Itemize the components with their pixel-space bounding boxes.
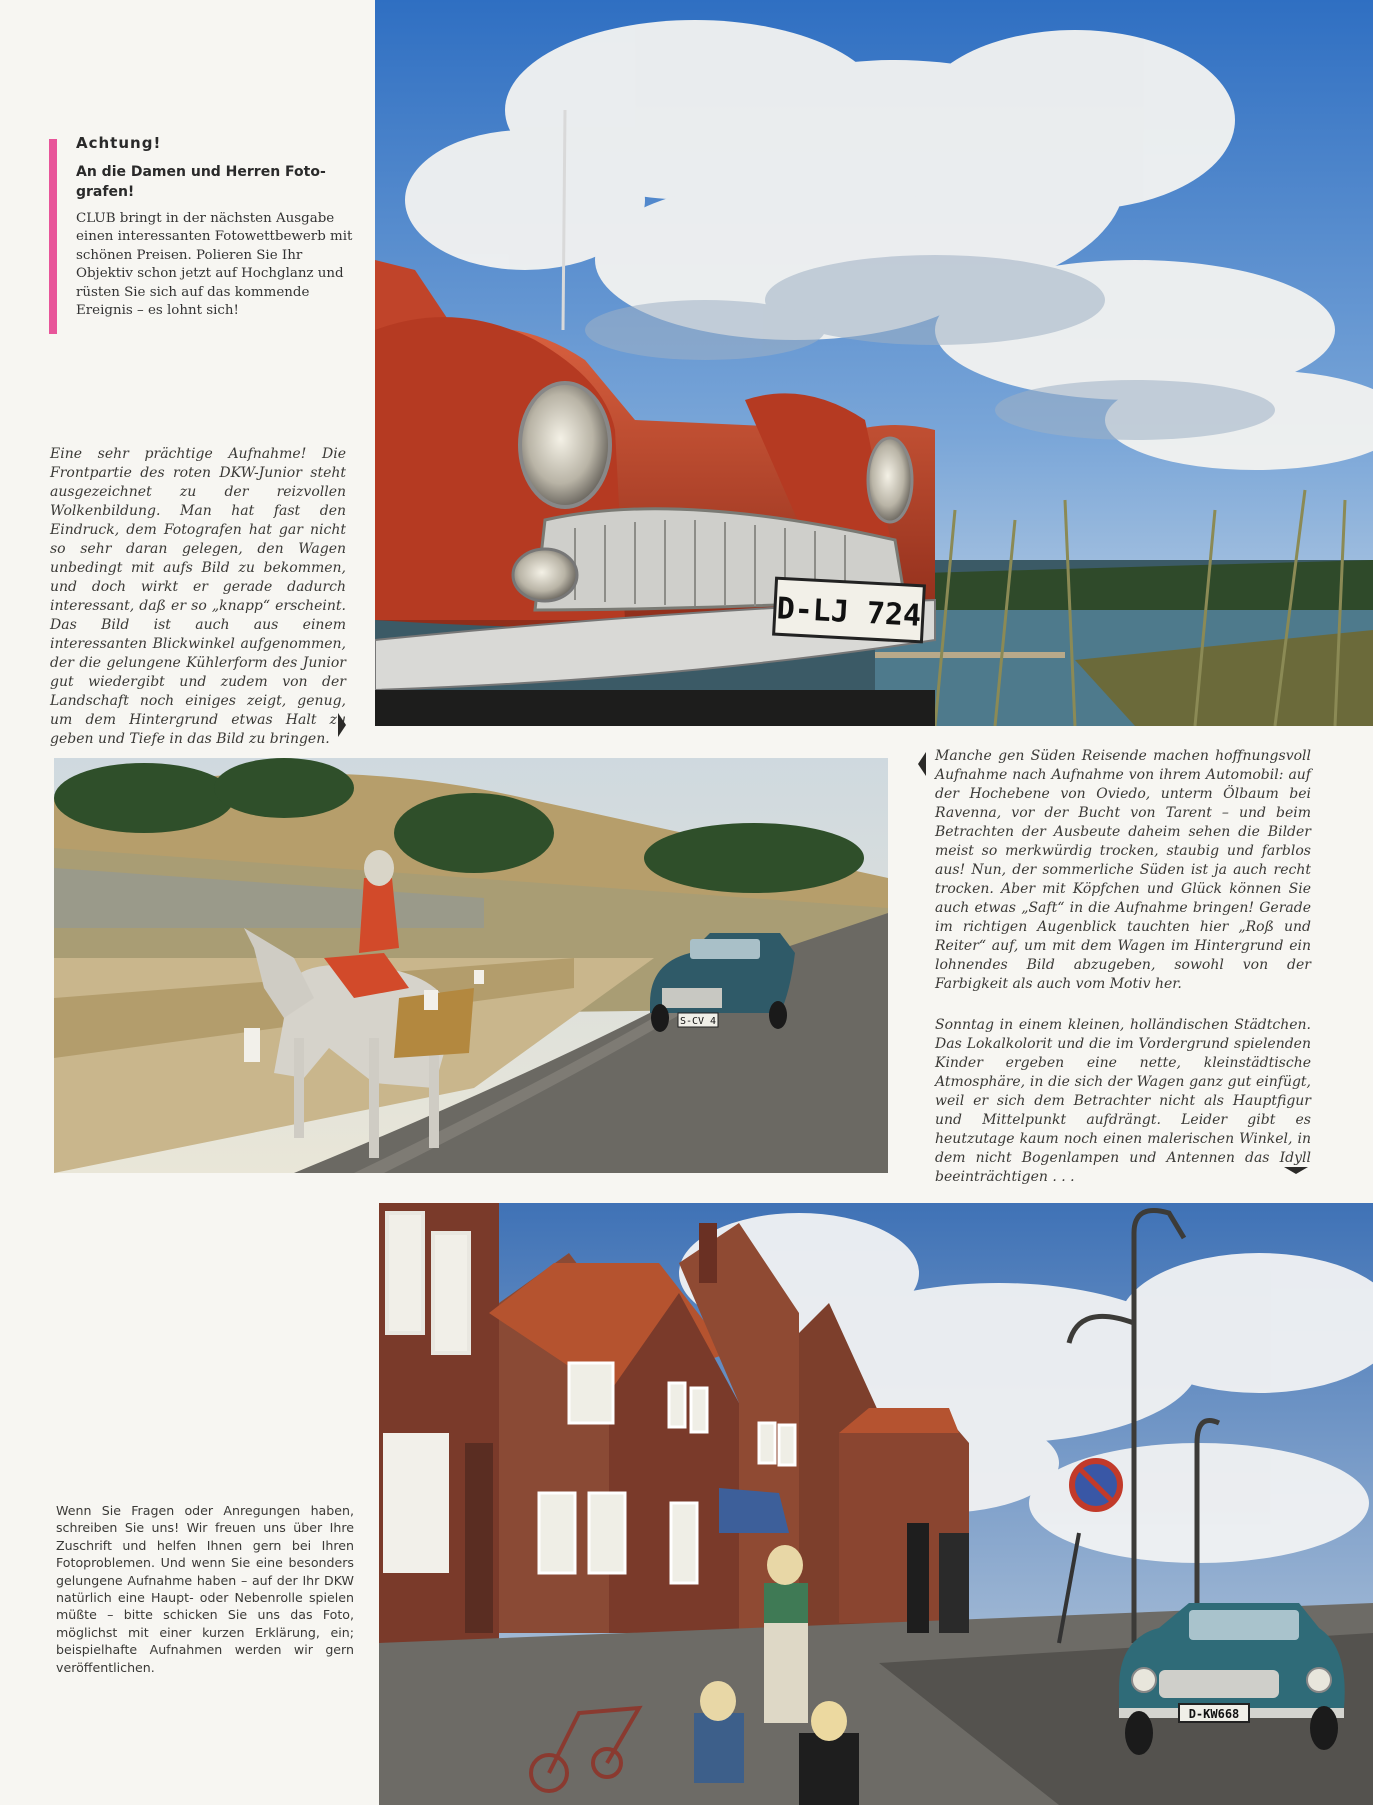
notice-body: CLUB bringt in der nächsten Ausgabe einen interessanten Fotowettbewerb mit schönen Preisen. Polieren Sie Ihr Objektiv schon jetzt auf Hochglanz und rüsten Sie sich auf das kommende Ereignis – es lohnt sich! — [76, 211, 353, 319]
plate-blue-car-town: D-KW668 — [1188, 1707, 1240, 1721]
photo-red-car-clouds — [375, 0, 1373, 726]
notice-accent-bar — [49, 139, 57, 334]
plate-red-car: D-LJ 724 — [775, 591, 922, 634]
notice-heading: Achtung! — [76, 134, 162, 152]
arrow-down-icon — [1284, 1167, 1308, 1174]
plate-blue-car-road: S-CV 4 — [679, 1016, 717, 1027]
arrow-left-icon — [918, 752, 926, 776]
arrow-right-icon — [338, 713, 346, 737]
caption-donkey: Manche gen Süden Reisende machen hoffnungsvoll Aufnahme nach Aufnahme von ihrem Automobil: auf der Hochebene von Oviedo, unterm Ölbaum bei Ravenna, vor der Bucht von Tarent – und beim Betrachten der Ausbeute daheim sehen die Bilder meist so merkwürdig trocken, staubig und farblos aus! Nun, der sommerliche Süden ist ja auch recht trocken. Aber mit Köpfchen und Glück können Sie auch etwas „Saft“ in die Aufnahme bringen! Gerade im richtigen Augenblick tauchten hier „Roß und Reiter“ auf, um mit dem Wagen im Hintergrund ein lohnendes Bild abzugeben, sowohl von der Farbigkeit als auch vom Motiv her. — [935, 748, 1311, 992]
photo-dutch-town — [379, 1203, 1373, 1805]
caption-car-front: Eine sehr prächtige Aufnahme! Die Frontpartie des roten DKW-Junior steht ausgezeichnet zu der reizvollen Wolkenbildung. Man hat fast den Eindruck, dem Fotografen hat gar nicht so sehr daran gelegen, den Wagen unbedingt mit aufs Bild zu bekommen, und doch wirkt er gerade dadurch interessant, daß er so „knapp“ erscheint. Das Bild ist auch aus einem interessanten Blickwinkel aufgenommen, der die gelungene Kühlerform des Junior gut wiedergibt und zudem von der Landschaft noch einiges zeigt, genug, um dem Hintergrund etwas Halt zu geben und Tiefe in das Bild zu bringen. — [50, 446, 346, 747]
photo-donkey-road — [54, 758, 888, 1173]
notice-subheading: An die Damen und Herren Foto-grafen! — [76, 164, 326, 200]
caption-town: Sonntag in einem kleinen, holländischen Städtchen. Das Lokalkolorit und die im Vordergrund spielenden Kinder ergeben eine nette, kleinstädtische Atmosphäre, in die sich der Wagen ganz gut einfügt, weil er sich dem Betrachter nicht als Hauptfigur und Mittelpunkt aufdrängt. Leider gibt es heutzutage kaum noch einen malerischen Winkel, in dem nicht Bogenlampen und Antennen das Idyll beeinträchtigen . . . — [935, 1017, 1311, 1185]
reader-call-text: Wenn Sie Fragen oder Anregungen haben, schreiben Sie uns! Wir freuen uns über Ihre Zuschrift und helfen Ihnen gern bei Ihren Fotoproblemen. Und wenn Sie eine besonders gelungene Aufnahme haben – auf der Ihr DKW natürlich eine Haupt- oder Nebenrolle spielen müßte – bitte schicken Sie uns das Foto, möglichst mit einer kurzen Erklärung, ein; beispielhafte Aufnahmen werden wir gern veröffentlichen. — [56, 1503, 354, 1675]
